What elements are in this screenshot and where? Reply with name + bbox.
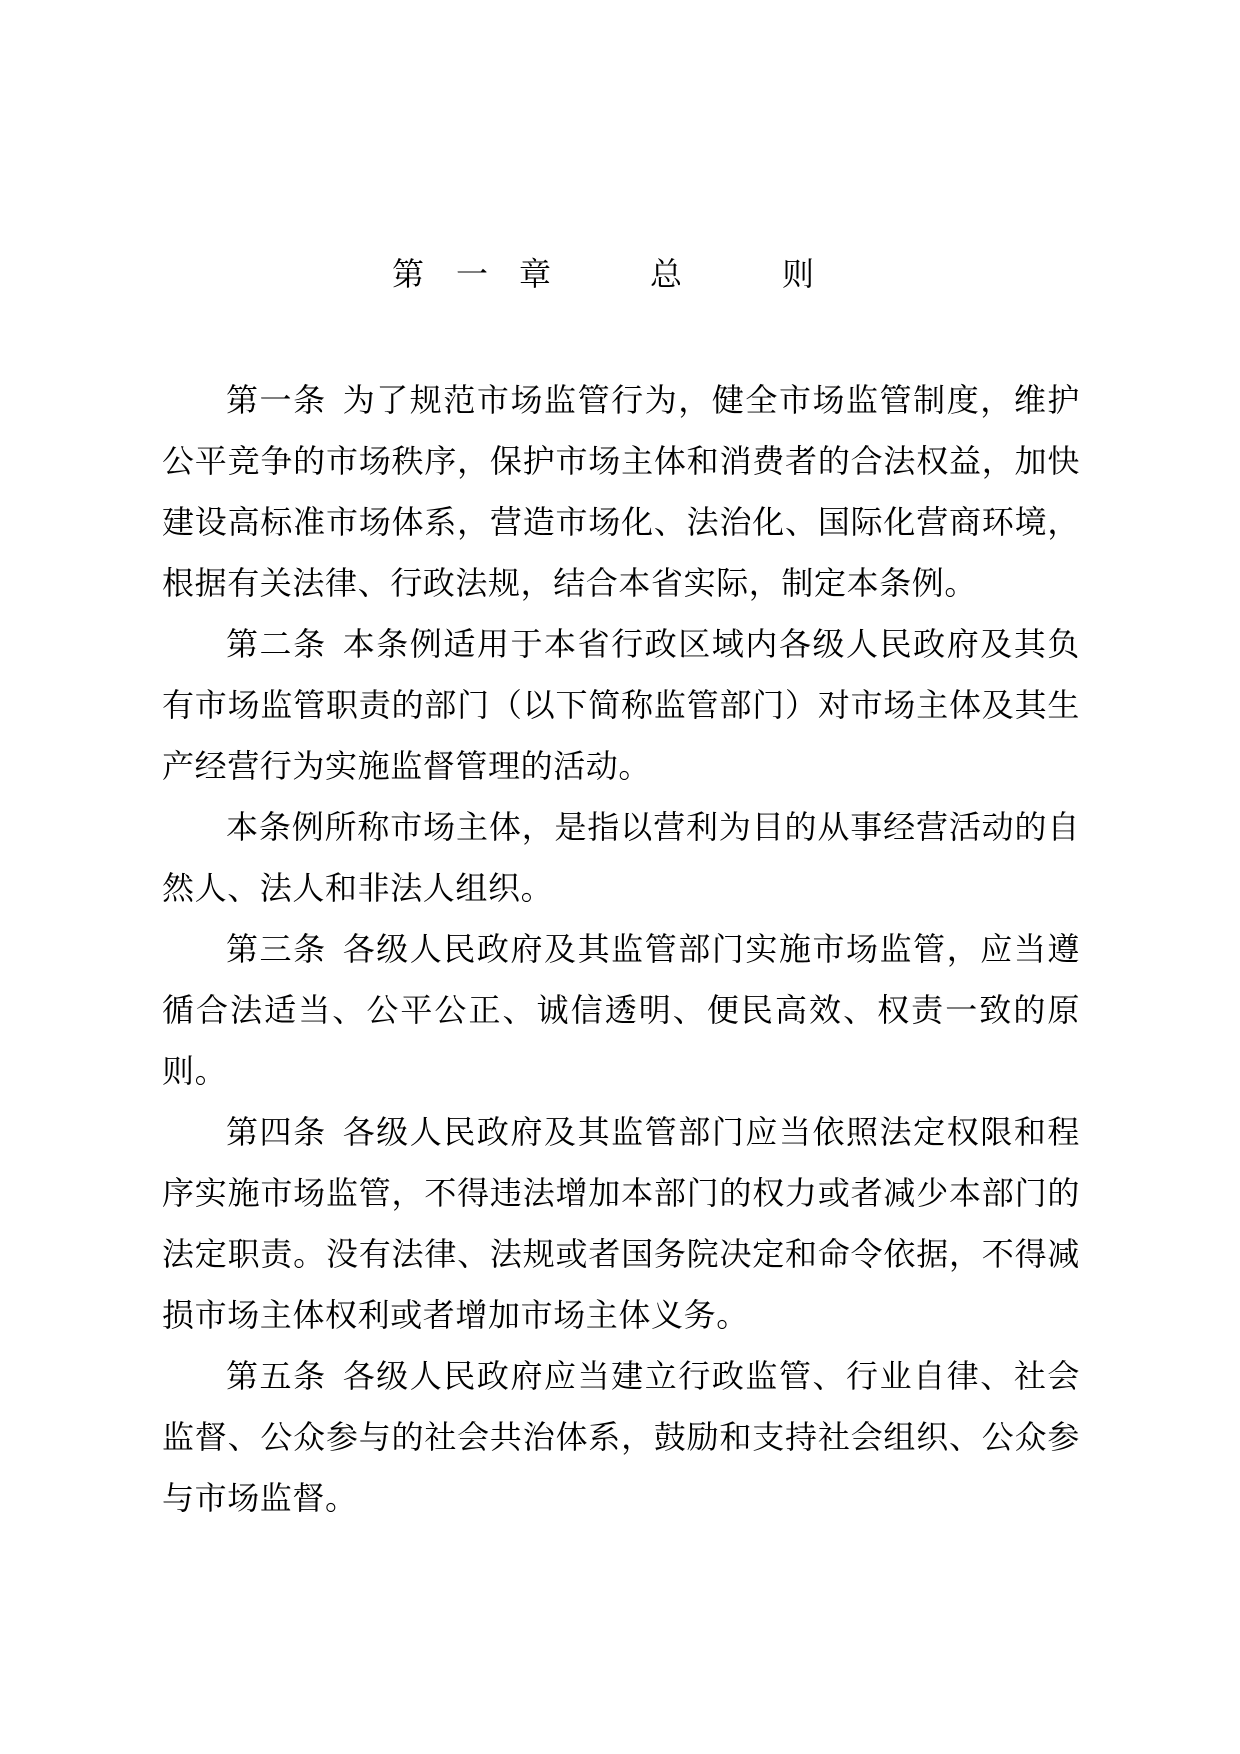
article-text: 各级人民政府应当建立行政监管、行业自律、社会监督、公众参与的社会共治体系，鼓励和支持社会组织、公众参与市场监督。 — [162, 1357, 1080, 1517]
article-text: 为了规范市场监管行为，健全市场监管制度，维护公平竞争的市场秩序，保护市场主体和消费者的合法权益，加快建设高标准市场体系，营造市场化、法治化、国际化营商环境，根据有关法律、行政法规，结合本省实际，制定本条例。 — [162, 381, 1080, 602]
article-number: 第五条 — [226, 1357, 327, 1395]
chapter-title-char: 章 — [519, 255, 552, 293]
chapter-title-char: 总 — [650, 255, 683, 293]
article-5 — [162, 1346, 1080, 1529]
article-number: 第三条 — [226, 930, 327, 968]
article-4 — [162, 1102, 1080, 1346]
article-2-paragraph-2 — [162, 797, 1080, 919]
article-text: 各级人民政府及其监管部门应当依照法定权限和程序实施市场监管，不得违法增加本部门的权力或者减少本部门的法定职责。没有法律、法规或者国务院决定和命令依据，不得减损市场主体权利或者增加市场主体义务。 — [162, 1113, 1080, 1334]
article-number: 第二条 — [226, 625, 327, 663]
article-2 — [162, 614, 1080, 797]
article-text: 本条例适用于本省行政区域内各级人民政府及其负有市场监管职责的部门（以下简称监管部门）对市场主体及其生产经营行为实施监督管理的活动。 — [162, 625, 1080, 785]
chapter-title-char: 一 — [456, 255, 489, 293]
article-text: 各级人民政府及其监管部门实施市场监管，应当遵循合法适当、公平公正、诚信透明、便民高效、权责一致的原则。 — [162, 930, 1080, 1090]
article-text: 本条例所称市场主体，是指以营利为目的从事经营活动的自然人、法人和非法人组织。 — [162, 808, 1080, 907]
chapter-title-char: 则 — [782, 255, 815, 293]
article-number: 第一条 — [226, 381, 327, 419]
document-body — [162, 370, 1080, 1529]
chapter-title — [0, 244, 1240, 304]
article-number: 第四条 — [226, 1113, 327, 1151]
article-3 — [162, 919, 1080, 1102]
article-1 — [162, 370, 1080, 614]
chapter-title-char: 第 — [392, 255, 425, 293]
